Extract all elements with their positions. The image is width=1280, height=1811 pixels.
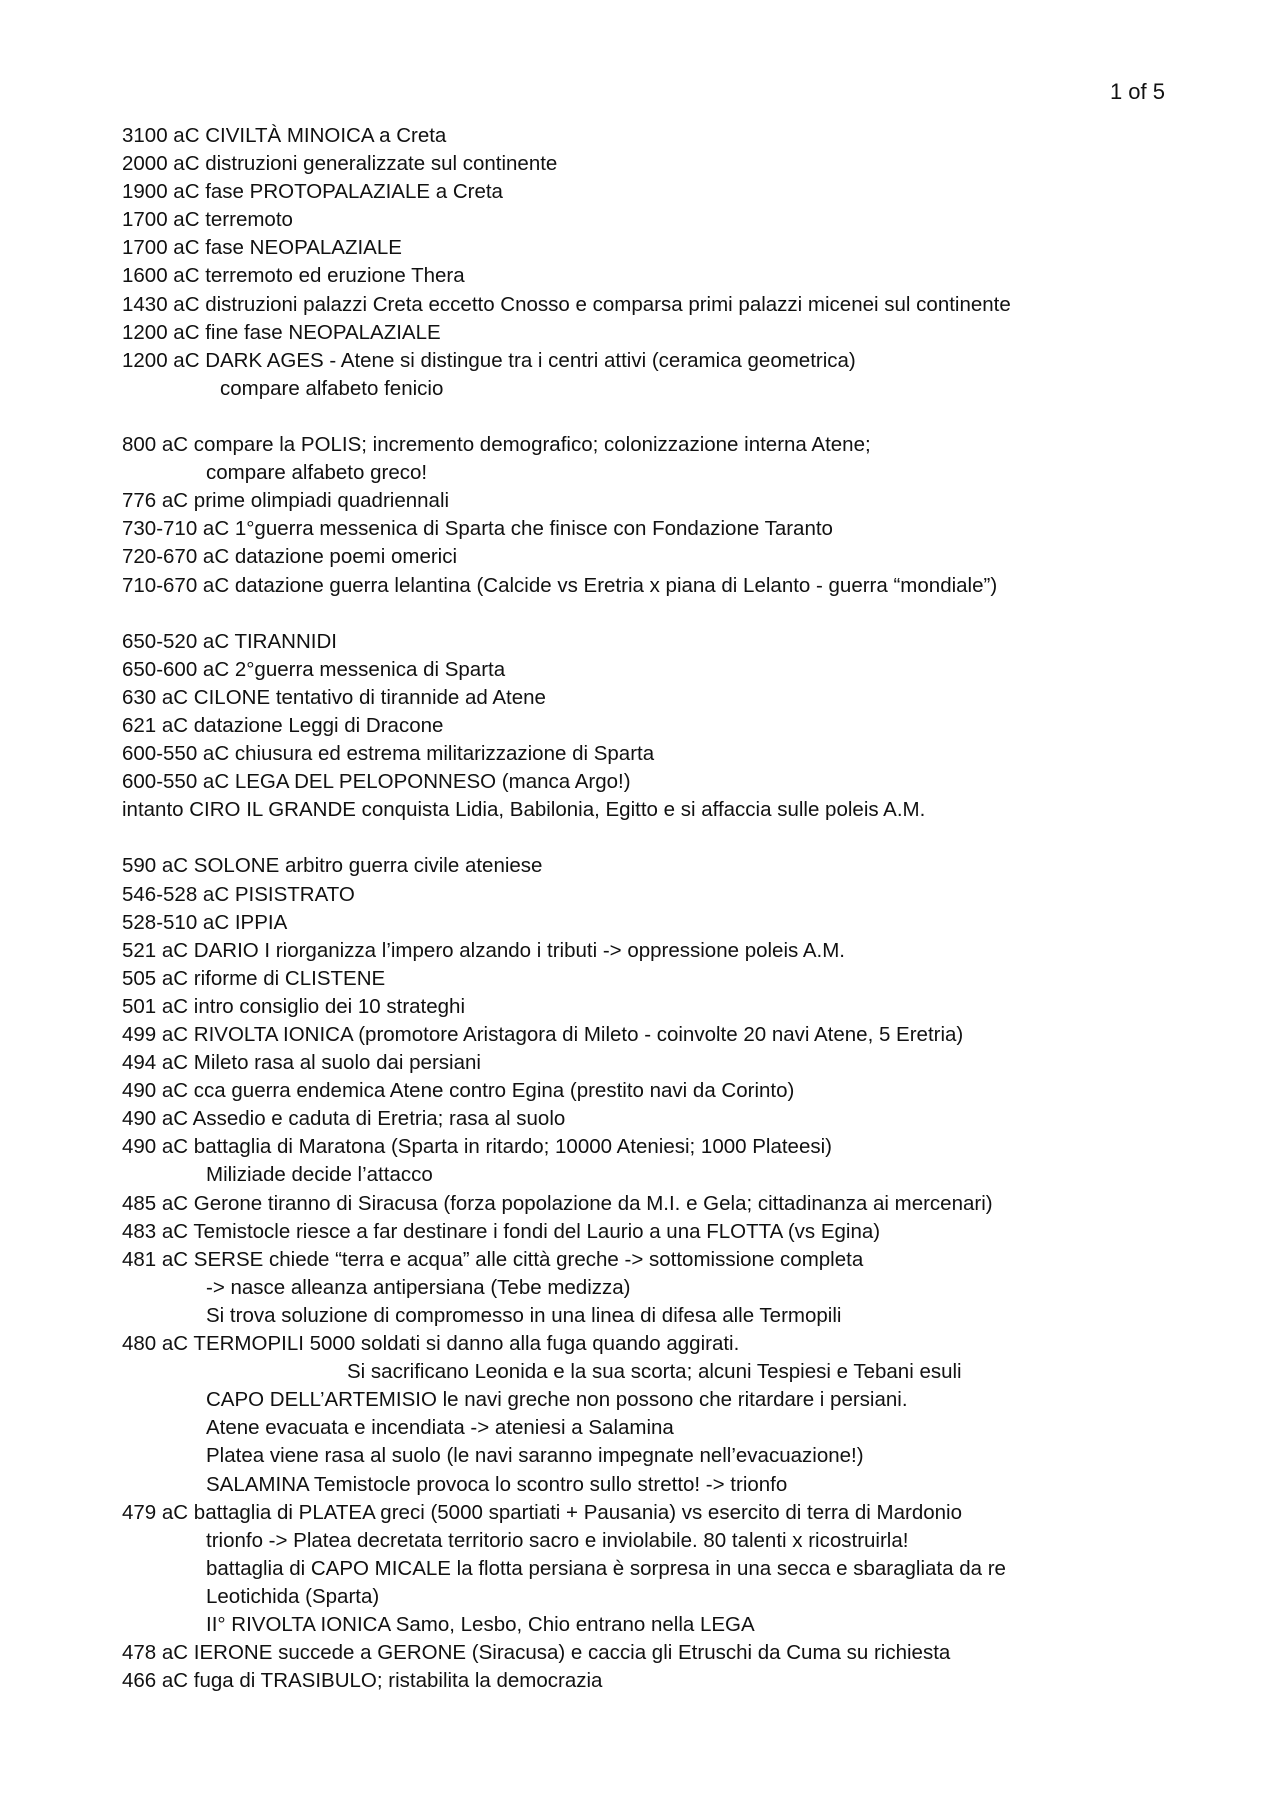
paragraph-gap — [122, 600, 1262, 628]
timeline-line: 1200 aC DARK AGES - Atene si distingue tra i centri attivi (ceramica geometrica) — [122, 348, 856, 372]
timeline-line: intanto CIRO IL GRANDE conquista Lidia, Babilonia, Egitto e si affaccia sulle poleis A.M. — [122, 798, 926, 822]
timeline-line: 730-710 aC 1°guerra messenica di Sparta che finisce con Fondazione Taranto — [122, 517, 833, 541]
timeline-line: 481 aC SERSE chiede “terra e acqua” alle città greche -> sottomissione completa — [122, 1247, 864, 1271]
timeline-line: 1900 aC fase PROTOPALAZIALE a Creta — [122, 180, 503, 204]
timeline-line: 621 aC datazione Leggi di Dracone — [122, 713, 444, 737]
paragraph-gap — [122, 403, 1262, 431]
timeline-line: 1600 aC terremoto ed eruzione Thera — [122, 264, 465, 288]
timeline-line: SALAMINA Temistocle provoca lo scontro sullo stretto! -> trionfo — [206, 1472, 788, 1496]
timeline-line: 720-670 aC datazione poemi omerici — [122, 545, 458, 569]
timeline-line: compare alfabeto greco! — [206, 461, 428, 485]
timeline-line: 600-550 aC chiusura ed estrema militarizzazione di Sparta — [122, 742, 655, 766]
timeline-line: 650-600 aC 2°guerra messenica di Sparta — [122, 657, 506, 681]
timeline-line: 479 aC battaglia di PLATEA greci (5000 spartiati + Pausania) vs esercito di terra di Mardonio — [122, 1500, 962, 1524]
page-number: 1 of 5 — [1109, 79, 1165, 104]
timeline-line: trionfo -> Platea decretata territorio sacro e inviolabile. 80 talenti x ricostruirla! — [206, 1528, 909, 1552]
paragraph-gap — [122, 824, 1262, 852]
timeline-line: -> nasce alleanza antipersiana (Tebe medizza) — [206, 1275, 631, 1299]
timeline-line: compare alfabeto fenicio — [220, 376, 444, 400]
timeline-line: 494 aC Mileto rasa al suolo dai persiani — [122, 1051, 481, 1075]
timeline-line: 546-528 aC PISISTRATO — [122, 882, 355, 906]
timeline-line: 1200 aC fine fase NEOPALAZIALE — [122, 320, 441, 344]
timeline-line: 1700 aC fase NEOPALAZIALE — [122, 236, 402, 260]
timeline-line: 505 aC riforme di CLISTENE — [122, 966, 386, 990]
timeline-line: 800 aC compare la POLIS; incremento demografico; colonizzazione interna Atene; — [122, 433, 871, 457]
timeline-line: Si trova soluzione di compromesso in una linea di difesa alle Termopili — [206, 1303, 842, 1327]
timeline-line: 480 aC TERMOPILI 5000 soldati si danno alla fuga quando aggirati. — [122, 1332, 740, 1356]
timeline-line: 3100 aC CIVILTÀ MINOICA a Creta — [122, 124, 447, 147]
timeline-line: 483 aC Temistocle riesce a far destinare i fondi del Laurio a una FLOTTA (vs Egina) — [122, 1219, 881, 1243]
timeline-line: 600-550 aC LEGA DEL PELOPONNESO (manca Argo!) — [122, 770, 631, 794]
timeline-line: 650-520 aC TIRANNIDI — [122, 629, 337, 653]
timeline-line: Platea viene rasa al suolo (le navi saranno impegnate nell’evacuazione!) — [206, 1444, 864, 1468]
timeline-line: Miliziade decide l’attacco — [206, 1163, 433, 1187]
timeline-text — [122, 122, 1262, 1695]
timeline-line: 485 aC Gerone tiranno di Siracusa (forza popolazione da M.I. e Gela; cittadinanza ai mercenari) — [122, 1191, 993, 1215]
timeline-line: 478 aC IERONE succede a GERONE (Siracusa) e caccia gli Etruschi da Cuma su richiesta — [122, 1641, 951, 1665]
timeline-line: 528-510 aC IPPIA — [122, 910, 288, 934]
timeline-line: 499 aC RIVOLTA IONICA (promotore Aristagora di Mileto - coinvolte 20 navi Atene, 5 Eretria) — [122, 1023, 964, 1046]
timeline-line: 521 aC DARIO I riorganizza l’impero alzando i tributi -> oppressione poleis A.M. — [122, 938, 845, 962]
timeline-line: 490 aC battaglia di Maratona (Sparta in ritardo; 10000 Ateniesi; 1000 Plateesi) — [122, 1135, 832, 1159]
timeline-line: 490 aC Assedio e caduta di Eretria; rasa al suolo — [122, 1107, 566, 1131]
timeline-line: CAPO DELL’ARTEMISIO le navi greche non possono che ritardare i persiani. — [206, 1388, 908, 1412]
timeline-line: 501 aC intro consiglio dei 10 strateghi — [122, 994, 466, 1018]
timeline-line: 1700 aC terremoto — [122, 208, 293, 232]
timeline-line: 466 aC fuga di TRASIBULO; ristabilita la democrazia — [122, 1669, 603, 1693]
timeline-line: 776 aC prime olimpiadi quadriennali — [122, 489, 450, 513]
timeline-line: 1430 aC distruzioni palazzi Creta eccetto Cnosso e comparsa primi palazzi micenei sul continente — [122, 292, 1011, 316]
timeline-line: Atene evacuata e incendiata -> ateniesi a Salamina — [206, 1416, 674, 1440]
timeline-line: Si sacrificano Leonida e la sua scorta; alcuni Tespiesi e Tebani esuli — [347, 1360, 962, 1384]
timeline-line: 490 aC cca guerra endemica Atene contro Egina (prestito navi da Corinto) — [122, 1079, 795, 1103]
timeline-line: Leotichida (Sparta) — [206, 1584, 380, 1608]
timeline-line: 710-670 aC datazione guerra lelantina (Calcide vs Eretria x piana di Lelanto - guerra “mondiale”) — [122, 573, 998, 597]
timeline-line: II° RIVOLTA IONICA Samo, Lesbo, Chio entrano nella LEGA — [206, 1612, 755, 1636]
timeline-line: battaglia di CAPO MICALE la flotta persiana è sorpresa in una secca e sbaragliata da re — [206, 1556, 1006, 1580]
timeline-line: 630 aC CILONE tentativo di tirannide ad Atene — [122, 685, 546, 709]
timeline-line: 590 aC SOLONE arbitro guerra civile ateniese — [122, 854, 543, 878]
timeline-line: 2000 aC distruzioni generalizzate sul continente — [122, 152, 558, 176]
